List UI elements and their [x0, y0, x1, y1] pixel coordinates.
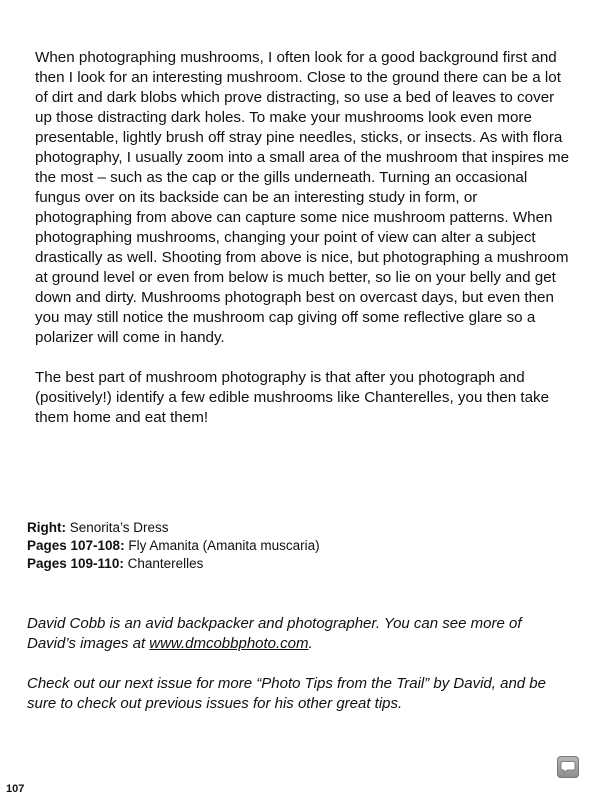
article-paragraph-1: When photographing mushrooms, I often look for a good background first and then I look for an interesting mushroom. Close to the ground there can be a lot of dirt and dark blobs which prove distracting, so use a bed of leaves to cover up those distracting dark holes. To make your mushrooms look even more presentable, lightly brush off stray pine needles, sticks, or insects. As with flora photography, I usually zoom into a small area of the mushroom that inspires me the most – such as the cap or the gills underneath. Turning an occasional fungus over on its backside can be an interesting study in form, or photographing from above can capture some nice mushroom patterns. When photographing mushrooms, changing your point of view can alter a subject drastically as well. Shooting from above is nice, but photographing a mushroom at ground level or even from below is much better, so lie on your belly and get down and dirty. Mushrooms photograph best on overcast days, but even then you may still notice the mushroom cap giving off some reflective glare so a polarizer will come in handy. [35, 49, 570, 346]
comment-button[interactable] [557, 756, 579, 778]
speech-bubble-icon [560, 760, 576, 774]
caption-label: Right: [27, 520, 66, 535]
caption-text: Fly Amanita (Amanita muscaria) [124, 538, 320, 553]
page-number: 107 [6, 783, 25, 795]
caption-pages-109-110 [27, 555, 567, 573]
caption-text: Senorita’s Dress [65, 520, 169, 535]
photo-captions [27, 519, 567, 573]
next-issue-note: Check out our next issue for more “Photo Tips from the Trail” by David, and be sure to check out previous issues for his other great tips. [27, 675, 546, 712]
bio-text-end: . [308, 635, 313, 652]
website-link[interactable]: www.dmcobbphoto.com [149, 635, 309, 652]
article-paragraph-2: The best part of mushroom photography is that after you photograph and (positively!) identify a few edible mushrooms like Chanterelles, you then take them home and eat them! [35, 369, 550, 426]
caption-pages-107-108 [27, 537, 567, 555]
article-body [35, 48, 571, 428]
caption-right [27, 519, 567, 537]
bio-paragraph [27, 614, 572, 654]
caption-label: Pages 109-110: [27, 556, 124, 571]
caption-label: Pages 107-108: [27, 538, 125, 553]
bio-text: David Cobb is an avid backpacker and photographer. You can see more of David’s images at [27, 615, 522, 652]
caption-text: Chanterelles [123, 556, 204, 571]
author-bio [27, 614, 572, 714]
